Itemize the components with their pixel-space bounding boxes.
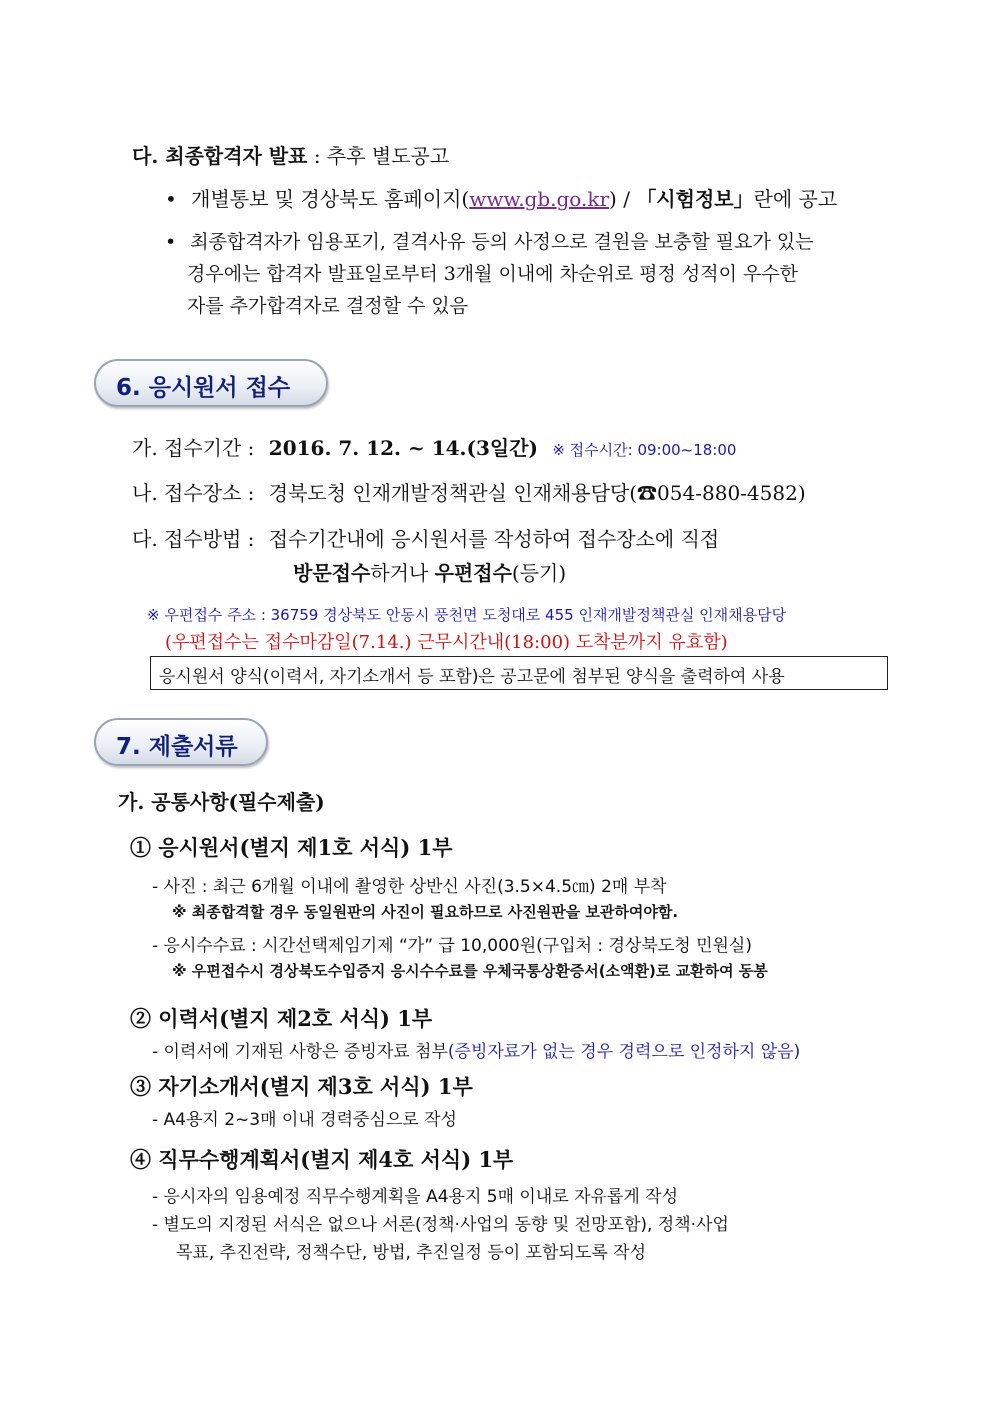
exam-info-label: 「시험정보」 (636, 187, 754, 211)
item-self-introduction: ③ 자기소개서(별지 제3호 서식) 1부 (130, 1074, 473, 1099)
section-6-header (94, 359, 328, 407)
common-items-title: 가. 공통사항(필수제출) (118, 790, 325, 814)
bullet-line-1: 최종합격자가 임용포기, 결격사유 등의 사정으로 결원을 보충할 필요가 있는 (190, 231, 814, 253)
fee-note: ※ 우편접수시 경상북도수입증지 응시수수료를 우체국통상환증서(소액환)로 교환하여 동봉 (172, 962, 768, 980)
reception-period-value: 2016. 7. 12. ~ 14.(3일간) (268, 436, 538, 460)
item-job-plan: ④ 직무수행계획서(별지 제4호 서식) 1부 (130, 1147, 514, 1172)
section-7-header (94, 718, 268, 766)
resume-detail-text: - 이력서에 기재된 사항은 증빙자료 첨부 (152, 1042, 448, 1062)
reception-hours-note: ※ 접수시간: 09:00~18:00 (552, 441, 737, 459)
bullet-line-2: 경우에는 합격자 발표일로부터 3개월 이내에 차순위로 평정 성적이 우수한 (187, 263, 799, 285)
reception-method-line (132, 523, 719, 552)
homepage-link[interactable]: www.gb.go.kr (469, 187, 610, 211)
postal-deadline-note: (우편접수는 접수마감일(7.14.) 근무시간내(18:00) 도착분까지 유효함) (165, 632, 728, 653)
job-plan-detail-1: - 응시자의 임용예정 직무수행계획을 A4용지 5매 이내로 자유롭게 작성 (152, 1187, 679, 1207)
reception-place-line (132, 477, 806, 506)
self-introduction-detail: - A4용지 2~3매 이내 경력중심으로 작성 (152, 1110, 457, 1130)
reception-period-label: 가. 접수기간 : (132, 436, 255, 460)
form-notice-text: 응시원서 양식(이력서, 자기소개서 등 포함)은 공고문에 첨부된 양식을 출력하여 사용 (159, 667, 785, 687)
bullet-icon: • (165, 231, 177, 253)
photo-detail: - 사진 : 최근 6개월 이내에 촬영한 상반신 사진(3.5×4.5㎝) 2매 부착 (152, 877, 667, 897)
postal-reception: 우편접수 (434, 561, 512, 585)
reception-method-line-2 (293, 557, 566, 586)
section-6-title: 6. 응시원서 접수 (116, 375, 291, 401)
final-announcement-value: 추후 별도공고 (326, 144, 450, 168)
form-notice-box (150, 656, 888, 690)
registered-mail: (등기) (511, 561, 567, 585)
resume-evidence-note: (증빙자료가 없는 경우 경력으로 인정하지 않음) (447, 1042, 801, 1062)
final-announcement-line (132, 140, 449, 169)
job-plan-detail-2b: 목표, 추진전략, 정책수단, 방법, 추진일정 등이 포함되도록 작성 (176, 1243, 646, 1263)
separator: : (313, 144, 321, 168)
visit-reception: 방문접수 (293, 561, 371, 585)
postal-address-note: ※ 우편접수 주소 : 36759 경상북도 안동시 풍천면 도청대로 455 인재개발정책관실 인재채용담당 (147, 606, 787, 624)
bullet-text-end: 란에 공고 (753, 187, 838, 211)
bullet-additional-pass (165, 227, 814, 254)
bullet-text-post: ) / (609, 187, 630, 211)
bullet-text-pre: 개별통보 및 경상북도 홈페이지( (191, 187, 470, 211)
item-application-form: ① 응시원서(별지 제1호 서식) 1부 (130, 835, 453, 860)
reception-place-value: 경북도청 인재개발정책관실 인재채용담당(☎054-880-4582) (268, 481, 806, 505)
section-7-title: 7. 제출서류 (116, 734, 238, 760)
bullet-line-3: 자를 추가합격자로 결정할 수 있음 (187, 295, 469, 317)
final-announcement-title: 다. 최종합격자 발표 (132, 144, 308, 168)
bullet-icon: • (165, 187, 177, 211)
reception-method-label: 다. 접수방법 : (132, 527, 255, 551)
photo-note: ※ 최종합격할 경우 동일원판의 사진이 필요하므로 사진원판을 보관하여야함. (172, 903, 679, 921)
job-plan-detail-2: - 별도의 지정된 서식은 없으나 서론(정책·사업의 동향 및 전망포함), 정책·사업 (152, 1215, 729, 1235)
item-resume: ② 이력서(별지 제2호 서식) 1부 (130, 1006, 433, 1031)
resume-detail (152, 1037, 800, 1062)
bullet-notice-homepage (165, 183, 837, 212)
reception-period-line (132, 432, 736, 461)
fee-detail: - 응시수수료 : 시간선택제임기제 “가” 급 10,000원(구입처 : 경상북도청 민원실) (152, 936, 752, 956)
reception-place-label: 나. 접수장소 : (132, 481, 255, 505)
reception-method-value: 접수기간내에 응시원서를 작성하여 접수장소에 직접 (268, 527, 720, 551)
or-text: 하거나 (370, 561, 429, 585)
